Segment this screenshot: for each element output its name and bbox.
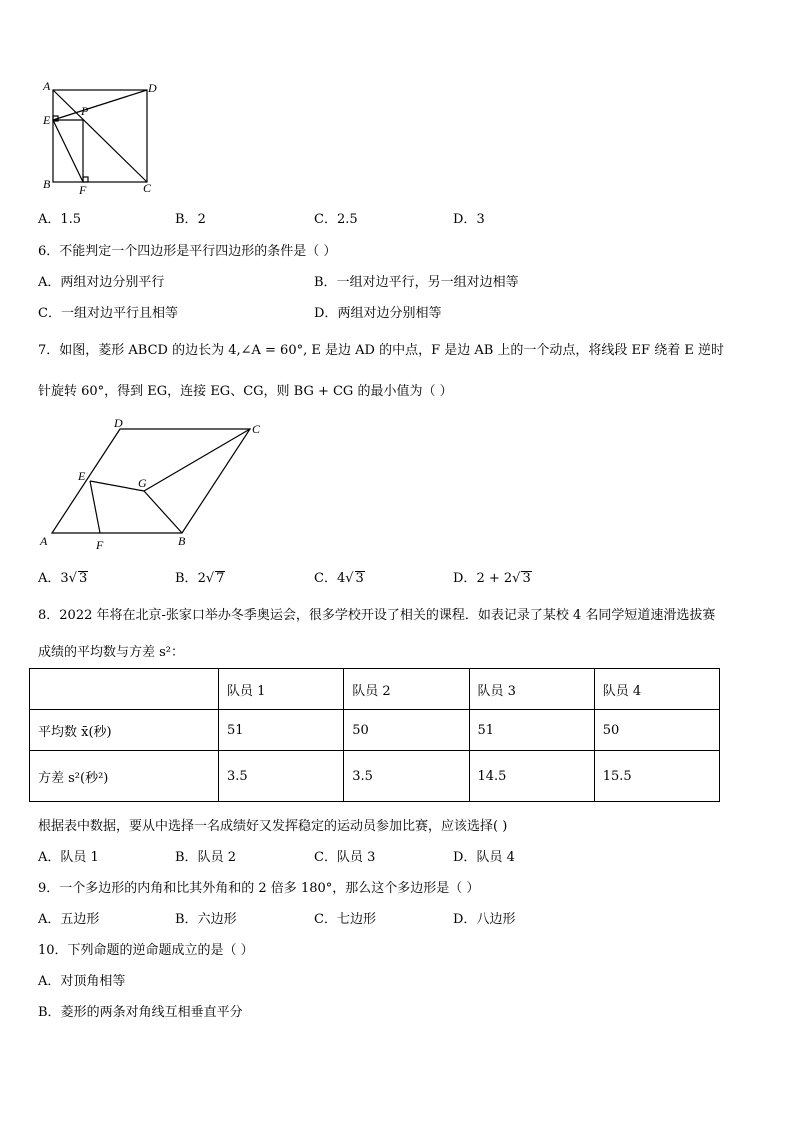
option-letter: B．: [175, 850, 198, 865]
table-row-label: 方差 s²(秒²): [30, 751, 219, 802]
q7-label-D: D: [114, 416, 123, 430]
option-letter: C．: [314, 912, 337, 927]
q5-label-C: C: [143, 181, 152, 195]
option-text: 队员 4: [476, 850, 515, 865]
q8-question: 根据表中数据，要从中选择一名成绩好又发挥稳定的运动员参加比赛，应该选择( ): [38, 819, 508, 834]
q9-option-d[interactable]: [453, 908, 515, 927]
option-coef: 4: [336, 571, 346, 586]
q9-option-c[interactable]: [314, 908, 376, 927]
table-cell: 50: [344, 710, 469, 751]
sqrt-icon: √: [205, 571, 215, 586]
q5-option-c[interactable]: [314, 208, 358, 227]
option-radicand: 7: [216, 571, 225, 586]
option-text: 一组对边平行且相等: [60, 306, 178, 321]
option-text: 两组对边分别相等: [337, 306, 442, 321]
q8-option-d[interactable]: [453, 846, 515, 865]
option-letter: D．: [453, 212, 477, 227]
q10-option-a[interactable]: [38, 970, 125, 989]
table-header-cell: 队员 3: [469, 669, 594, 710]
option-text: 1.5: [60, 212, 82, 227]
q5-option-b[interactable]: [175, 208, 206, 227]
q8-stem-line2: 成绩的平均数与方差 s²：: [38, 645, 185, 660]
option-text: 3: [476, 212, 485, 227]
option-letter: D．: [314, 306, 338, 321]
table-header-cell: 队员 4: [594, 669, 719, 710]
option-text: 队员 2: [197, 850, 236, 865]
option-coef: 3: [60, 571, 69, 586]
option-text: 2: [197, 212, 206, 227]
option-letter: A．: [38, 212, 61, 227]
q8-score-table: [29, 668, 720, 802]
q5-label-E: E: [43, 113, 51, 127]
option-text: 菱形的两条对角线互相垂直平分: [60, 1005, 243, 1020]
q5-square-figure: [36, 78, 166, 198]
option-letter: B．: [175, 212, 198, 227]
q6-option-c[interactable]: [38, 302, 178, 321]
option-text: 一组对边平行，另一组对边相等: [336, 275, 519, 290]
option-letter: A．: [38, 275, 61, 290]
table-cell: 3.5: [344, 751, 469, 802]
q6-option-b[interactable]: [314, 271, 519, 290]
q5-label-D: D: [148, 81, 157, 95]
q8-option-b[interactable]: [175, 846, 236, 865]
q7-option-d[interactable]: [453, 567, 532, 586]
option-letter: B．: [38, 1005, 61, 1020]
q8-option-c[interactable]: [314, 846, 375, 865]
q6-stem: 6．不能判定一个四边形是平行四边形的条件是（ ）: [38, 244, 337, 259]
option-radicand: 3: [78, 571, 88, 586]
q9-option-b[interactable]: [175, 908, 237, 927]
q7-label-E: E: [78, 469, 86, 483]
q5-option-a[interactable]: [38, 208, 81, 227]
option-letter: A．: [38, 912, 61, 927]
option-letter: B．: [175, 571, 198, 586]
option-coef: 2: [197, 571, 206, 586]
q5-label-P: P: [81, 104, 89, 118]
option-letter: C．: [38, 306, 61, 321]
q8-stem-line1: 8．2022 年将在北京-张家口举办冬季奥运会，很多学校开设了相关的课程．如表记录了某校 4 名同学短道速滑选拔赛: [38, 608, 716, 623]
option-text: 队员 1: [60, 850, 99, 865]
option-text: 对顶角相等: [60, 974, 126, 989]
q7-label-B: B: [178, 534, 186, 548]
q8-option-a[interactable]: [38, 846, 99, 865]
q5-option-d[interactable]: [453, 208, 485, 227]
table-cell: 14.5: [469, 751, 594, 802]
option-radicand: 3: [355, 571, 364, 586]
table-row: [30, 710, 720, 751]
q5-label-F: F: [79, 183, 87, 197]
table-header-cell: [30, 669, 219, 710]
option-letter: D．: [453, 850, 477, 865]
table-header-cell: 队员 2: [344, 669, 469, 710]
q6-option-d[interactable]: [314, 302, 441, 321]
table-cell: 50: [594, 710, 719, 751]
option-letter: C．: [314, 212, 337, 227]
q5-label-B: B: [43, 177, 51, 191]
q7-option-c[interactable]: [314, 567, 365, 586]
option-text: 五边形: [60, 912, 100, 927]
q5-label-A: A: [43, 79, 51, 93]
table-row-label: 平均数 x̄(秒): [30, 710, 219, 751]
option-text: 六边形: [197, 912, 237, 927]
table-header-row: [30, 669, 720, 710]
option-letter: B．: [175, 912, 198, 927]
option-radicand: 3: [522, 571, 531, 586]
table-cell: 3.5: [219, 751, 344, 802]
q7-stem-line2: 针旋转 60°，得到 EG，连接 EG、CG，则 BG + CG 的最小值为（ ）: [38, 384, 453, 399]
q7-label-C: C: [252, 422, 261, 436]
sqrt-icon: √: [68, 571, 77, 586]
option-coef: 2 + 2: [476, 571, 513, 586]
option-letter: D．: [453, 912, 477, 927]
sqrt-icon: √: [345, 571, 354, 586]
option-letter: C．: [314, 850, 337, 865]
option-text: 2.5: [336, 212, 358, 227]
q7-option-b[interactable]: [175, 567, 225, 586]
q7-label-G: G: [138, 476, 147, 490]
option-text: 队员 3: [336, 850, 376, 865]
q7-option-a[interactable]: [38, 567, 88, 586]
table-row: [30, 751, 720, 802]
table-header-cell: 队员 1: [219, 669, 344, 710]
table-cell: 15.5: [594, 751, 719, 802]
table-cell: 51: [219, 710, 344, 751]
q10-option-b[interactable]: [38, 1001, 243, 1020]
option-text: 两组对边分别平行: [60, 275, 165, 290]
q7-label-A: A: [40, 534, 48, 548]
q10-stem: 10．下列命题的逆命题成立的是（ ）: [38, 943, 254, 958]
q6-option-a[interactable]: [38, 271, 164, 290]
sqrt-icon: √: [512, 571, 521, 586]
q9-option-a[interactable]: [38, 908, 99, 927]
option-text: 八边形: [476, 912, 516, 927]
table-cell: 51: [469, 710, 594, 751]
q7-stem-line1: 7．如图，菱形 ABCD 的边长为 4,∠A = 60°, E 是边 AD 的中点，F 是边 AB 上的一个动点，将线段 EF 绕着 E 逆时: [38, 343, 724, 358]
option-letter: C．: [314, 571, 337, 586]
q9-stem: 9．一个多边形的内角和比其外角和的 2 倍多 180°，那么这个多边形是（ ）: [38, 881, 480, 896]
q7-rhombus-figure: [36, 415, 276, 555]
option-letter: A．: [38, 850, 61, 865]
option-letter: A．: [38, 571, 61, 586]
option-letter: A．: [38, 974, 61, 989]
q7-label-F: F: [96, 538, 104, 552]
option-letter: B．: [314, 275, 337, 290]
option-text: 七边形: [336, 912, 376, 927]
option-letter: D．: [453, 571, 477, 586]
